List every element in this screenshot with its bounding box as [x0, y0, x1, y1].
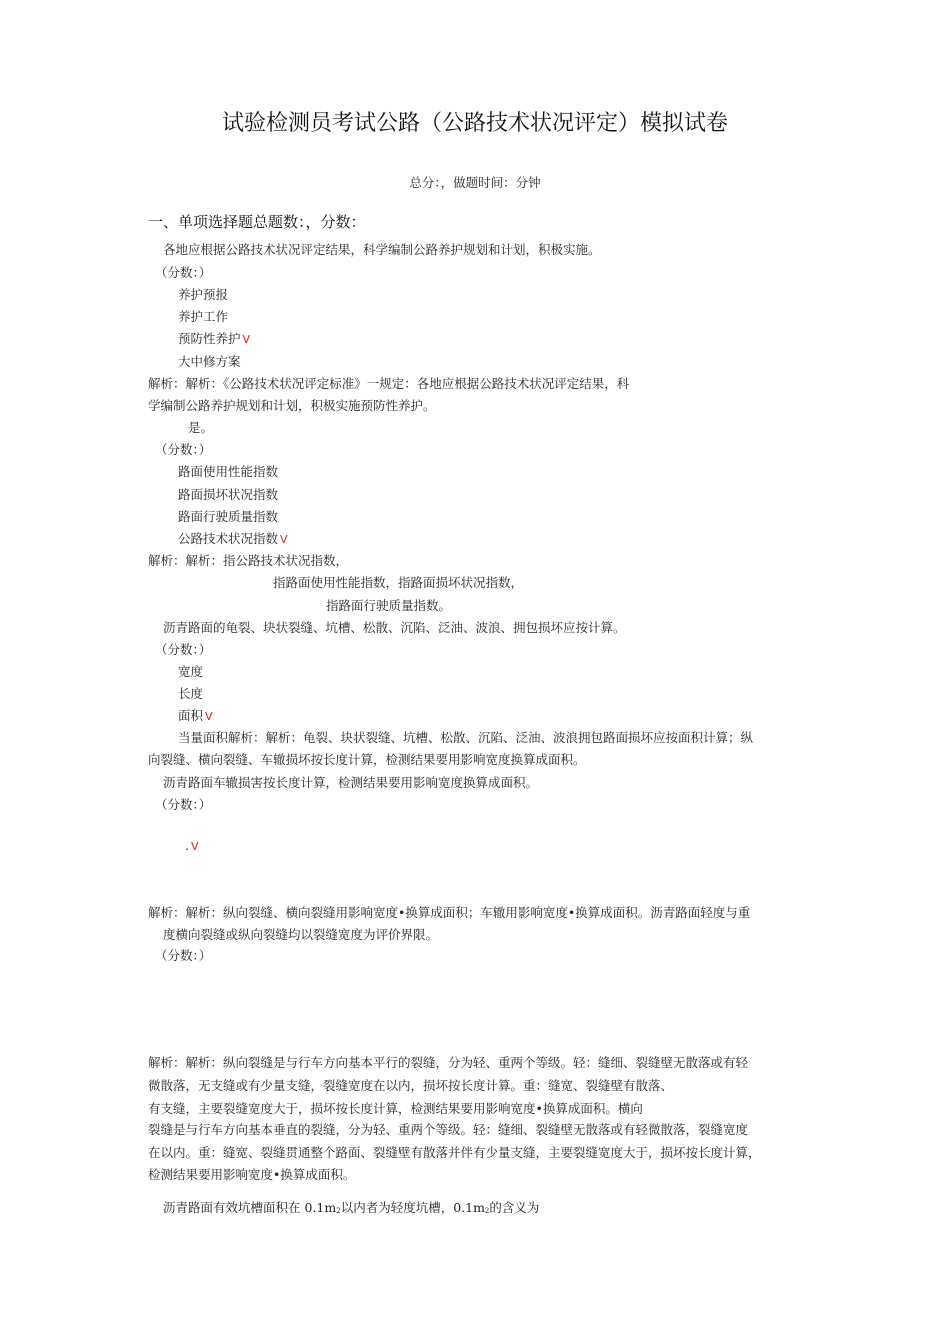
- q5-analysis-line3: 有支缝，主要裂缝宽度大于，损坏按长度计算，检测结果要用影响宽度•换算成面积。横向: [148, 1101, 643, 1116]
- q4-analysis-line2: 度横向裂缝或纵向裂缝均以裂缝宽度为评价界限。: [163, 927, 439, 942]
- q6-stem-part-a: 沥青路面有效坑槽面积在 0.1m: [163, 1200, 337, 1215]
- q5-analysis-line6: 检测结果要用影响宽度•换算成面积。: [148, 1167, 356, 1182]
- q2-score: （分数：）: [155, 442, 212, 457]
- q1-analysis-line2: 学编制公路养护规划和计划，积极实施预防性养护。: [148, 398, 436, 413]
- q6-stem: [163, 1200, 539, 1219]
- q6-superscript-b: 2: [484, 1207, 490, 1215]
- q4-score: （分数：）: [155, 797, 212, 812]
- q3-option-d-with-analysis: 当量面积解析：解析：龟裂、块状裂缝、坑槽、松散、沉陷、泛油、波浪拥包路面损坏应按面积计算；纵: [178, 730, 754, 745]
- q6-superscript-a: 2: [336, 1207, 341, 1215]
- q1-analysis-line1: 解析：解析：《公路技术状况评定标准》一规定：各地应根据公路技术状况评定结果，科: [148, 376, 630, 391]
- q5-analysis-line2: 微散落，无支缝或有少量支缝，裂缝宽度在以内，损坏按长度计算。重：缝宽、裂缝壁有散落、: [148, 1078, 674, 1093]
- q2-analysis-line1: 解析：解析：指公路技术状况指数，: [148, 553, 349, 568]
- q1-stem: 各地应根据公路技术状况评定结果，科学编制公路养护规划和计划，积极实施。: [163, 242, 601, 257]
- q2-analysis-line3: 指路面行驶质量指数。: [326, 598, 452, 613]
- q3-option-c-label: 面积: [178, 708, 204, 723]
- q3-stem: 沥青路面的龟裂、块状裂缝、坑槽、松散、沉陷、泛油、波浪、拥包损坏应按计算。: [163, 620, 626, 635]
- exam-meta: 总分：，做题时间：分钟: [409, 175, 541, 190]
- q6-stem-part-b: 以内者为轻度坑槽，0.1m: [340, 1200, 485, 1215]
- q2-stem: 是。: [188, 420, 214, 435]
- q4-stem: 沥青路面车辙损害按长度计算，检测结果要用影响宽度换算成面积。: [163, 775, 539, 790]
- correct-answer-mark: V: [242, 333, 251, 346]
- q2-option-a: 路面使用性能指数: [178, 464, 279, 479]
- q2-option-d: [178, 531, 288, 548]
- q4-option-marked: [185, 838, 199, 855]
- q1-option-b: 养护工作: [178, 309, 229, 324]
- q1-option-c-label: 预防性养护: [178, 331, 241, 346]
- q3-score: （分数：）: [155, 642, 212, 657]
- q4-analysis-line1: 解析：解析：纵向裂缝、横向裂缝用影响宽度•换算成面积；车辙用影响宽度•换算成面积。沥青路面轻度与重: [148, 905, 751, 920]
- q3-option-c: [178, 708, 213, 725]
- document-title: 试验检测员考试公路（公路技术状况评定）模拟试卷: [221, 111, 728, 136]
- q1-option-a: 养护预报: [178, 287, 229, 302]
- q5-analysis-line5: 在以内。重：缝宽、裂缝贯通整个路面、裂缝壁有散落并伴有少量支缝，主要裂缝宽度大于，损坏按长度计算，: [148, 1145, 761, 1160]
- q3-analysis-line2: 向裂缝、横向裂缝、车辙损坏按长度计算，检测结果要用影响宽度换算成面积。: [148, 752, 586, 767]
- q5-score: （分数：）: [155, 948, 212, 963]
- correct-answer-mark: V: [190, 840, 199, 853]
- correct-answer-mark: V: [205, 710, 213, 723]
- q2-option-c: 路面行驶质量指数: [178, 509, 279, 524]
- q6-stem-part-c: 的含义为: [489, 1200, 540, 1215]
- q2-option-b: 路面损坏状况指数: [178, 487, 279, 502]
- q2-analysis-line2: 指路面使用性能指数，指路面损坏状况指数，: [273, 575, 524, 590]
- q1-option-d: 大中修方案: [178, 354, 241, 369]
- q5-analysis-line4: 裂缝是与行车方向基本垂直的裂缝，分为轻、重两个等级。轻：缝细、裂缝壁无散落或有轻微散落，裂缝宽度: [148, 1122, 749, 1137]
- q3-option-a: 宽度: [178, 664, 204, 679]
- section-header: 一、单项选择题总题数：，分数：: [148, 213, 366, 231]
- q1-option-c: [178, 331, 250, 348]
- q5-analysis-line1: 解析：解析：纵向裂缝是与行车方向基本平行的裂缝，分为轻、重两个等级。轻：缝细、裂缝壁无散落或有轻: [148, 1055, 749, 1070]
- q1-score: （分数：）: [155, 265, 212, 280]
- q2-option-d-label: 公路技术状况指数: [178, 531, 279, 546]
- q3-option-b: 长度: [178, 686, 204, 701]
- q4-option-dot: .: [185, 838, 189, 853]
- correct-answer-mark: V: [280, 533, 288, 546]
